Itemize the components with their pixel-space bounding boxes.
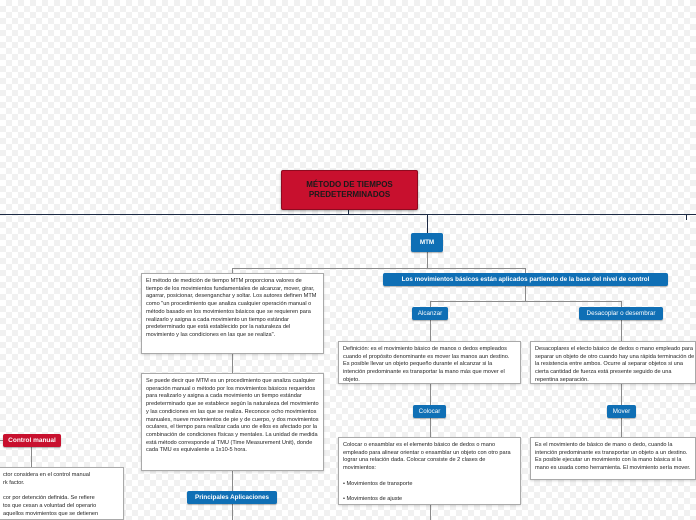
mtm-down-connector	[427, 252, 428, 268]
mover-node[interactable]: Mover	[607, 405, 636, 418]
control-manual-node[interactable]: Control manual	[3, 434, 61, 447]
mtm-branch-connector	[232, 268, 526, 269]
desacoplar-node[interactable]: Desacoplar o desembrar	[579, 307, 663, 320]
desacoplar-definition-note[interactable]: Desacoplares el electo básico de dedos o mano empleado para separar un objeto de otro cuando hay una rápida terminación de la resistencia entre ambos. Ocurre al separar objetos si una cierta cantidad de fuerza está presente seguido de una repentina separación.	[530, 341, 696, 384]
principales-aplicaciones-node[interactable]: Principales Aplicaciones	[187, 491, 277, 504]
mover-definition-note[interactable]: Es el movimiento de básico de mano o dedo, cuando la intención predominante es transportar un objeto a un destino. Es posible ejecutar un movimiento con la mano básica si la mano es usada como herramienta. El movimiento sería mover.	[530, 437, 696, 480]
basic-movements-node[interactable]: Los movimientos básicos están aplicados partiendo de la base del nivel de control	[383, 273, 668, 286]
control-manual-drop-connector	[31, 447, 32, 467]
basic-branch-connector	[430, 301, 622, 302]
mtm-description-note-2[interactable]: Se puede decir que MTM es un procedimiento que analiza cualquier operación manual o método por los movimientos básicos requeridos para realizarlo y asigna a cada movimiento un tiempo estándar predeterminado que se establece según la naturaleza del movimiento y las condiciones en las que se realiza. Reconoce ocho movimientos manuales, nueve movimientos de pie y de cuerpo, y dos movimientos oculares, el tiempo para realizar cada uno de ellos es afectado por la combinación de condiciones físicas y mentales. La unidad de medida está método corresponde al TMU (Time Measurement Unit), donde cada TMU es equivalente a 1x10-5 hora.	[141, 373, 324, 471]
alcanzar-definition-note[interactable]: Definición: es el movimiento básico de manos o dedos empleados cuando el propósito denominante es mover las manos aun destino. Es posible llevar un objeto pequeño durante el alcanzar si la intención predominante es transportar la mano más que mover el objeto.	[338, 341, 521, 384]
colocar-definition-note[interactable]: Colocar o ensamblar es el elemento básico de dedos o mano empleado para alinear orientar o ensamblar un objeto con otro para lograr una relación dada. Colocar consiste de 2 clases de movimientos: • Movimientos de transporte • Movimientos de ajuste	[338, 437, 521, 505]
alcanzar-node[interactable]: Alcanzar	[412, 307, 448, 320]
control-manual-note[interactable]: ctor considera en el control manual rk factor. cor por detención definida. Se refiere tos que cesan a voluntad del operario aquellos movimientos que se detienen	[0, 467, 124, 520]
mtm-description-note[interactable]: El método de medición de tiempo MTM proporciona valores de tiempo de los movimientos fundamentales de alcanzar, mover, girar, agarrar, posicionar, desenganchar y soltar. Los autores definen MTM como "un procedimiento que analiza cualquier operación manual o método basado en los movimientos básicos que se requieren para realizarlo y asigna a cada movimiento un tiempo estándar predeterminado que está establecido por la naturaleza del movimiento y las condiciones en las que se realiza".	[141, 273, 324, 354]
colocar-node[interactable]: Colocar	[413, 405, 446, 418]
basic-down-connector	[525, 286, 526, 301]
main-right-drop-connector	[686, 214, 687, 220]
central-topic-title[interactable]: MÉTODO DE TIEMPOS PREDETERMINADOS	[281, 170, 418, 210]
mtm-node[interactable]: MTM	[411, 233, 443, 252]
main-to-mtm-connector	[427, 214, 428, 233]
